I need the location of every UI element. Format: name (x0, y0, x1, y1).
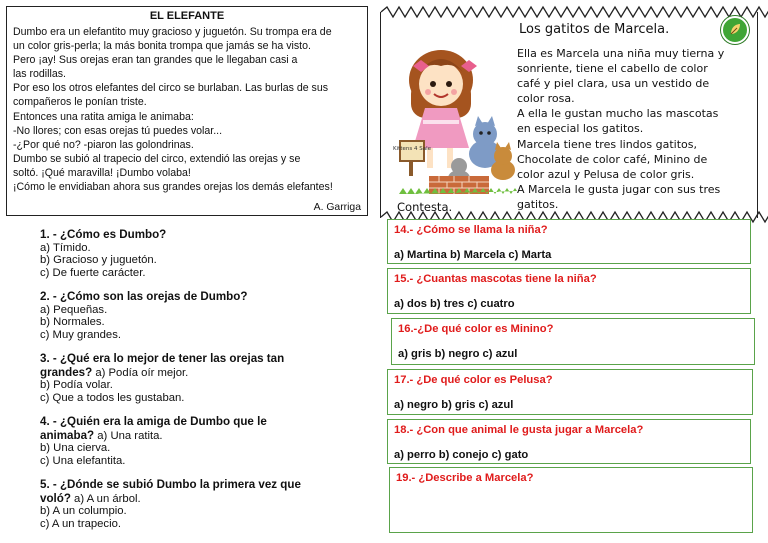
story-line: Pero ¡ay! Sus orejas eran tan grandes que le llegaban casi a (13, 54, 298, 67)
question-text-line2 (40, 366, 370, 380)
answer-option: a) A un árbol. (70, 492, 141, 505)
question-text-cont: grandes? (40, 365, 93, 379)
answer-option: b) A un columpio. (40, 505, 127, 517)
story-line: -¿Por qué no? -piaron las golondrinas. (13, 138, 194, 151)
panel-title: Los gatitos de Marcela. (519, 22, 670, 37)
story-title: EL ELEFANTE (149, 10, 225, 22)
story-line: las rodillas. (13, 68, 66, 81)
panel-line: en especial los gatitos. (517, 122, 644, 136)
sign-text: Kittens 4 Sale (393, 146, 431, 152)
answer-options: a) negro b) gris c) azul (394, 399, 514, 411)
panel-line: Marcela tiene tres lindos gatitos, (517, 137, 697, 151)
story-line: -No llores; con esas orejas tú puedes volar... (13, 124, 223, 137)
question-text: 18.- ¿Con que animal le gusta jugar a Marcela? (394, 424, 644, 436)
panel-line: sonriente, tiene el cabello de color (517, 62, 708, 76)
quiz-question (40, 228, 370, 279)
question-text-line2 (40, 492, 370, 506)
answer-option: b) Normales. (40, 316, 105, 328)
question-text: 2. - ¿Cómo son las orejas de Dumbo? (40, 290, 248, 303)
question-text: 1. - ¿Cómo es Dumbo? (40, 228, 167, 241)
story-line: ¡Cómo le envidiaban ahora sus grandes orejas los demás elefantes! (13, 181, 333, 194)
question-text-line2 (40, 429, 370, 443)
panel-line: café y piel clara, usa un vestido de (517, 77, 710, 91)
answer-option: a) Pequeñas. (40, 303, 108, 316)
question-box-18 (387, 419, 751, 464)
answer-options: a) perro b) conejo c) gato (394, 449, 529, 461)
contesta-label: Contesta. (397, 200, 453, 214)
question-text: 3. - ¿Qué era lo mejor de tener las orejas tan (40, 352, 285, 365)
panel-line: A ella le gustan mucho las mascotas (517, 107, 719, 121)
story-author: A. Garriga (313, 202, 361, 213)
reading-panel (380, 12, 758, 218)
answer-option: c) A un trapecio. (40, 517, 122, 530)
story-line: Dumbo se subió al trapecio del circo, extendió las orejas y se (13, 152, 301, 165)
story-line: compañeros le ponían triste. (13, 96, 147, 109)
question-text: 19.- ¿Describe a Marcela? (396, 472, 534, 484)
girl-with-cats-illustration (393, 36, 517, 196)
quiz-left (40, 228, 370, 541)
story-box (6, 6, 368, 216)
leaf-badge-icon (721, 16, 749, 44)
panel-line: Chocolate de color café, Minino de (517, 152, 708, 166)
answer-option: b) Podía volar. (40, 379, 113, 391)
answer-option: c) De fuerte carácter. (40, 266, 146, 279)
quiz-question (40, 415, 370, 467)
panel-line: A Marcela le gusta jugar con sus tres (517, 182, 721, 196)
question-text: 16.-¿De qué color es Minino? (398, 323, 554, 335)
panel-line: color rosa. (517, 92, 575, 106)
story-body (13, 25, 361, 194)
answer-option: a) Una ratita. (94, 429, 163, 442)
story-line: Entonces una ratita amiga le animaba: (13, 110, 194, 123)
quiz-question (40, 290, 370, 341)
answer-option: c) Muy grandes. (40, 328, 121, 341)
answer-options: a) Martina b) Marcela c) Marta (394, 249, 552, 261)
quiz-question (40, 352, 370, 404)
question-box-19 (389, 467, 753, 533)
panel-line: gatitos. (517, 197, 559, 211)
panel-text (517, 46, 753, 212)
question-text-cont: animaba? (40, 428, 95, 442)
story-line: Por eso los otros elefantes del circo se burlaban. Las burlas de sus (13, 82, 329, 95)
question-box-14 (387, 219, 751, 264)
question-box-15 (387, 268, 751, 314)
story-line: soltó. ¡Qué maravilla! ¡Dumbo volaba! (13, 166, 191, 179)
question-text: 5. - ¿Dónde se subió Dumbo la primera vez que (40, 478, 301, 491)
wavy-border-top-icon (381, 5, 759, 19)
answer-option: b) Una cierva. (40, 442, 111, 454)
panel-line: color azul y Pelusa de color gris. (517, 167, 695, 181)
answer-option: a) Tímido. (40, 241, 91, 254)
story-line: un color gris-perla; la más bonita trompa que jamás se ha visto. (13, 40, 311, 53)
question-box-16 (391, 318, 755, 365)
answer-options: a) dos b) tres c) cuatro (394, 298, 515, 310)
story-line: Dumbo era un elefantito muy gracioso y juguetón. Su trompa era de (13, 26, 332, 38)
answer-option: a) Podía oír mejor. (92, 366, 189, 379)
question-text: 17.- ¿De qué color es Pelusa? (394, 374, 553, 386)
answer-option: b) Gracioso y juguetón. (40, 254, 157, 266)
answer-option: c) Una elefantita. (40, 454, 126, 467)
panel-line: Ella es Marcela una niña muy tierna y (517, 47, 725, 60)
answer-options: a) gris b) negro c) azul (398, 348, 518, 360)
answer-option: c) Que a todos les gustaban. (40, 391, 185, 404)
quiz-question (40, 478, 370, 530)
question-text-cont: voló? (40, 491, 71, 505)
question-text: 14.- ¿Cómo se llama la niña? (394, 224, 548, 236)
question-text: 4. - ¿Quién era la amiga de Dumbo que le (40, 415, 267, 428)
question-text: 15.- ¿Cuantas mascotas tiene la niña? (394, 273, 597, 285)
question-box-17 (387, 369, 753, 415)
